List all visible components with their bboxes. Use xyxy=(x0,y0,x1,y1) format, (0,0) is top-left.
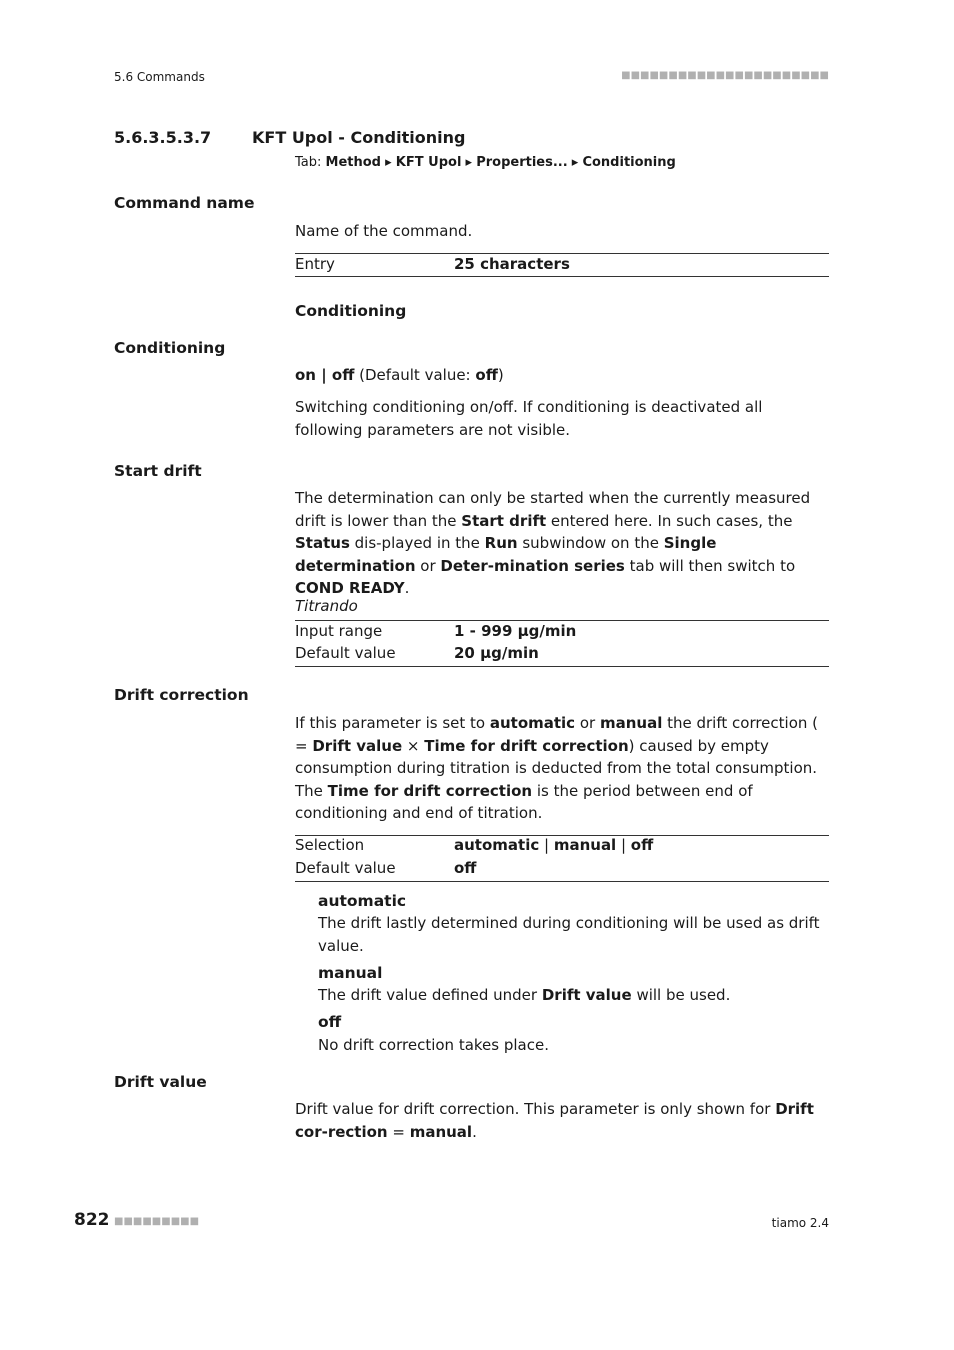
default-value-value: 20 µg/min xyxy=(454,644,539,662)
product-name: tiamo 2.4 xyxy=(771,1216,829,1230)
bold-term: Deter-mination series xyxy=(440,556,625,575)
text-run: tab will then switch to xyxy=(624,556,796,575)
text-run: The drift value defined under xyxy=(318,986,542,1004)
tab-sep: ▸ xyxy=(381,155,396,170)
bold-term: Drift cor-rection xyxy=(295,1100,814,1141)
text-run: or xyxy=(415,556,441,575)
default-value: off xyxy=(475,366,498,384)
header-decoration: ■■■■■■■■■■■■■■■■■■■■■■ xyxy=(621,70,829,81)
conditioning-group-title: Conditioning xyxy=(295,302,407,320)
option-off-title: off xyxy=(318,1013,342,1031)
text-run: subwindow on the xyxy=(517,534,664,552)
text-run: The determination can only be started when the currently measured drift is lower than the xyxy=(295,489,811,530)
default-value-label: Default value xyxy=(295,644,396,662)
tab-path-conditioning: Conditioning xyxy=(582,155,676,170)
footer-decoration: ■■■■■■■■■ xyxy=(114,1216,200,1227)
text-run: If this parameter is set to xyxy=(295,714,490,732)
command-name-desc: Name of the command. xyxy=(295,222,473,240)
selection-sep: | xyxy=(539,836,554,854)
bold-term: automatic xyxy=(489,714,576,732)
conditioning-heading: Conditioning xyxy=(114,339,226,357)
default-prefix: (Default value: xyxy=(354,366,476,384)
text-run: the drift correction ( = xyxy=(295,714,819,755)
device-label: Titrando xyxy=(295,597,358,615)
option-manual-title: manual xyxy=(318,964,383,982)
text-run: No drift correction takes place. xyxy=(318,1036,549,1054)
table-rule xyxy=(295,620,829,621)
table-rule xyxy=(295,666,829,667)
drift-value-heading: Drift value xyxy=(114,1073,207,1091)
input-range-value: 1 - 999 µg/min xyxy=(454,622,577,640)
conditioning-options xyxy=(295,364,829,387)
selection-automatic: automatic xyxy=(454,836,540,854)
text-run: entered here. In such cases, the xyxy=(546,511,793,530)
text-run: The drift lastly determined during conditioning will be used as drift value. xyxy=(318,914,820,955)
drift-value-desc xyxy=(295,1098,829,1143)
text-run: . xyxy=(404,579,410,597)
dc-default-label: Default value xyxy=(295,859,396,877)
drift-correction-heading: Drift correction xyxy=(114,686,249,704)
text-run: dis-played in the xyxy=(349,534,485,552)
table-rule xyxy=(295,253,829,254)
option-manual-desc xyxy=(318,984,828,1007)
conditioning-desc: Switching conditioning on/off. If conditioning is deactivated all following parameters are not visible. xyxy=(295,398,763,439)
bold-term: Drift value xyxy=(541,986,632,1004)
text-run: × xyxy=(402,736,425,755)
option-automatic-title: automatic xyxy=(318,892,407,910)
bold-term: Time for drift correction xyxy=(327,781,533,800)
tab-sep: ▸ xyxy=(567,155,583,170)
bold-term: Run xyxy=(484,534,518,552)
table-rule xyxy=(295,276,829,277)
bold-term: manual xyxy=(409,1122,473,1141)
text-run: ) caused by empty consumption during titration is deducted from the total consumption. The xyxy=(295,736,818,800)
dc-default-value: off xyxy=(454,859,477,877)
text-run: Drift value for drift correction. This parameter is only shown for xyxy=(295,1100,776,1118)
text-run: is the period between end of conditioning and end of titration. xyxy=(295,781,753,822)
table-rule xyxy=(295,881,829,882)
running-header-section: 5.6 Commands xyxy=(114,70,205,84)
option-off-desc xyxy=(318,1034,828,1057)
start-drift-desc xyxy=(295,487,829,600)
selection-off: off xyxy=(630,836,654,854)
text-run: . xyxy=(472,1122,477,1141)
text-run: will be used. xyxy=(631,986,731,1004)
bold-term: Start drift xyxy=(461,511,547,530)
command-name-heading: Command name xyxy=(114,194,255,212)
tab-path-kft-upol: KFT Upol xyxy=(395,155,462,170)
option-sep: | xyxy=(315,366,332,384)
selection-manual: manual xyxy=(553,836,617,854)
entry-value: 25 characters xyxy=(454,255,570,273)
bold-term: manual xyxy=(599,714,663,732)
tab-path-method: Method xyxy=(325,155,381,170)
bold-term: Status xyxy=(295,534,350,552)
option-automatic-desc xyxy=(318,912,828,957)
default-suffix: ) xyxy=(497,366,504,384)
section-number: 5.6.3.5.3.7 xyxy=(114,128,212,147)
selection-label: Selection xyxy=(295,836,365,854)
input-range-label: Input range xyxy=(295,622,383,640)
option-on: on xyxy=(295,366,316,384)
tab-prefix: Tab: xyxy=(295,155,326,170)
bold-term: Drift value xyxy=(312,736,403,755)
selection-sep: | xyxy=(616,836,631,854)
bold-term: COND READY xyxy=(295,579,405,597)
tab-path-properties: Properties... xyxy=(476,155,568,170)
tab-path xyxy=(295,155,676,170)
selection-values xyxy=(454,836,653,854)
bold-term: Time for drift correction xyxy=(424,736,629,755)
tab-sep: ▸ xyxy=(461,155,477,170)
option-off: off xyxy=(331,366,355,384)
section-title: KFT Upol - Conditioning xyxy=(252,128,466,147)
entry-label: Entry xyxy=(295,255,335,273)
bold-term: Single determination xyxy=(295,534,717,575)
text-run: or xyxy=(575,714,600,732)
page-number: 822 xyxy=(74,1210,110,1230)
drift-correction-desc xyxy=(295,712,829,825)
text-run: = xyxy=(387,1122,410,1141)
start-drift-heading: Start drift xyxy=(114,462,202,480)
